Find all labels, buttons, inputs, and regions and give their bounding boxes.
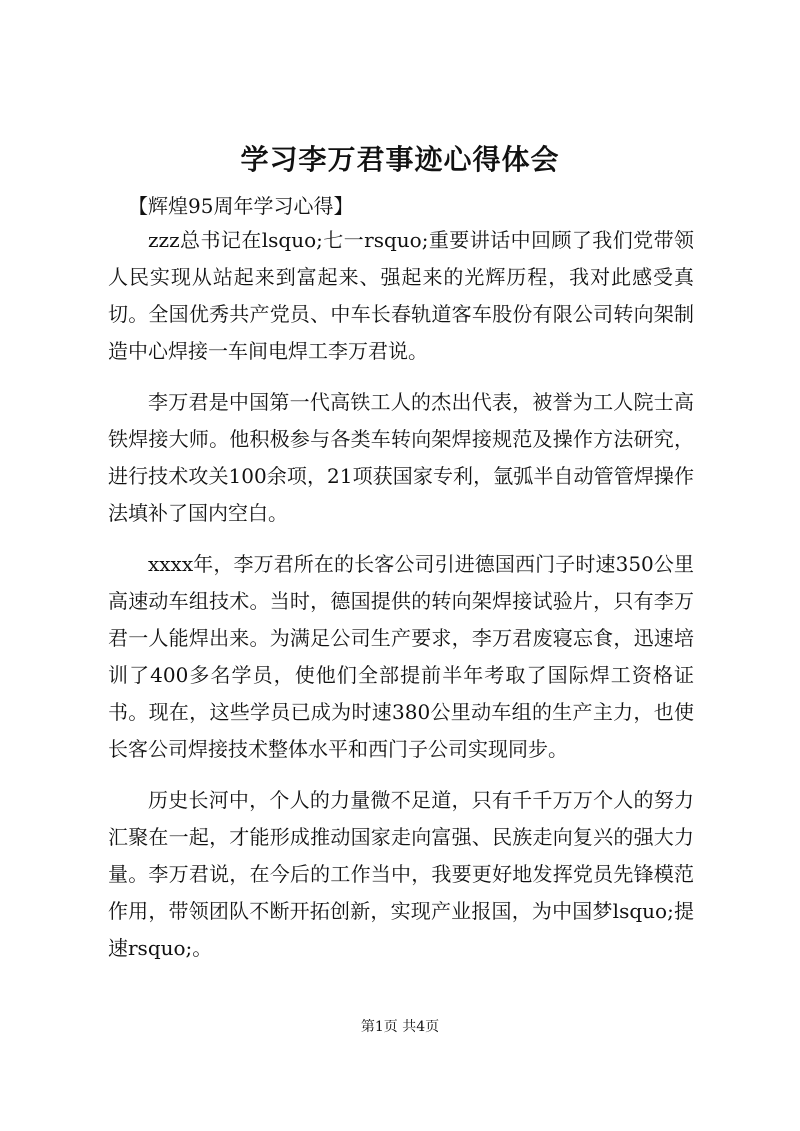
- page-title: 学习李万君事迹心得体会: [240, 143, 560, 176]
- paragraph-4: 历史长河中，个人的力量微不足道，只有千千万万个人的努力汇聚在一起，才能形成推动国家走向富强、民族走向复兴的强大力量。李万君说，在今后的工作当中，我要更好地发挥党员先锋模范作用，带领团队不断开拓创新，实现产业报国，为中国梦lsquo;提速rsquo;。: [108, 788, 694, 960]
- subtitle: 【辉煌95周年学习心得】: [128, 194, 354, 218]
- page-footer: 第1页 共4页: [360, 1019, 440, 1035]
- body-text: [108, 222, 694, 981]
- paragraph-1: zzz总书记在lsquo;七一rsquo;重要讲话中回顾了我们党带领人民实现从站起来到富起来、强起来的光辉历程，我对此感受真切。全国优秀共产党员、中车长春轨道客车股份有限公司转向架制造中心焊接一车间电焊工李万君说。: [108, 228, 694, 363]
- paragraph-3: xxxx年，李万君所在的长客公司引进德国西门子时速350公里高速动车组技术。当时，德国提供的转向架焊接试验片，只有李万君一人能焊出来。为满足公司生产要求，李万君废寝忘食，迅速培训了400多名学员，使他们全部提前半年考取了国际焊工资格证书。现在，这些学员已成为时速380公里动车组的生产主力，也使长客公司焊接技术整体水平和西门子公司实现同步。: [108, 552, 694, 761]
- paragraph-2: 李万君是中国第一代高铁工人的杰出代表，被誉为工人院士高铁焊接大师。他积极参与各类车转向架焊接规范及操作方法研究，进行技术攻关100余项，21项获国家专利，氩弧半自动管管焊操作法填补了国内空白。: [108, 390, 694, 525]
